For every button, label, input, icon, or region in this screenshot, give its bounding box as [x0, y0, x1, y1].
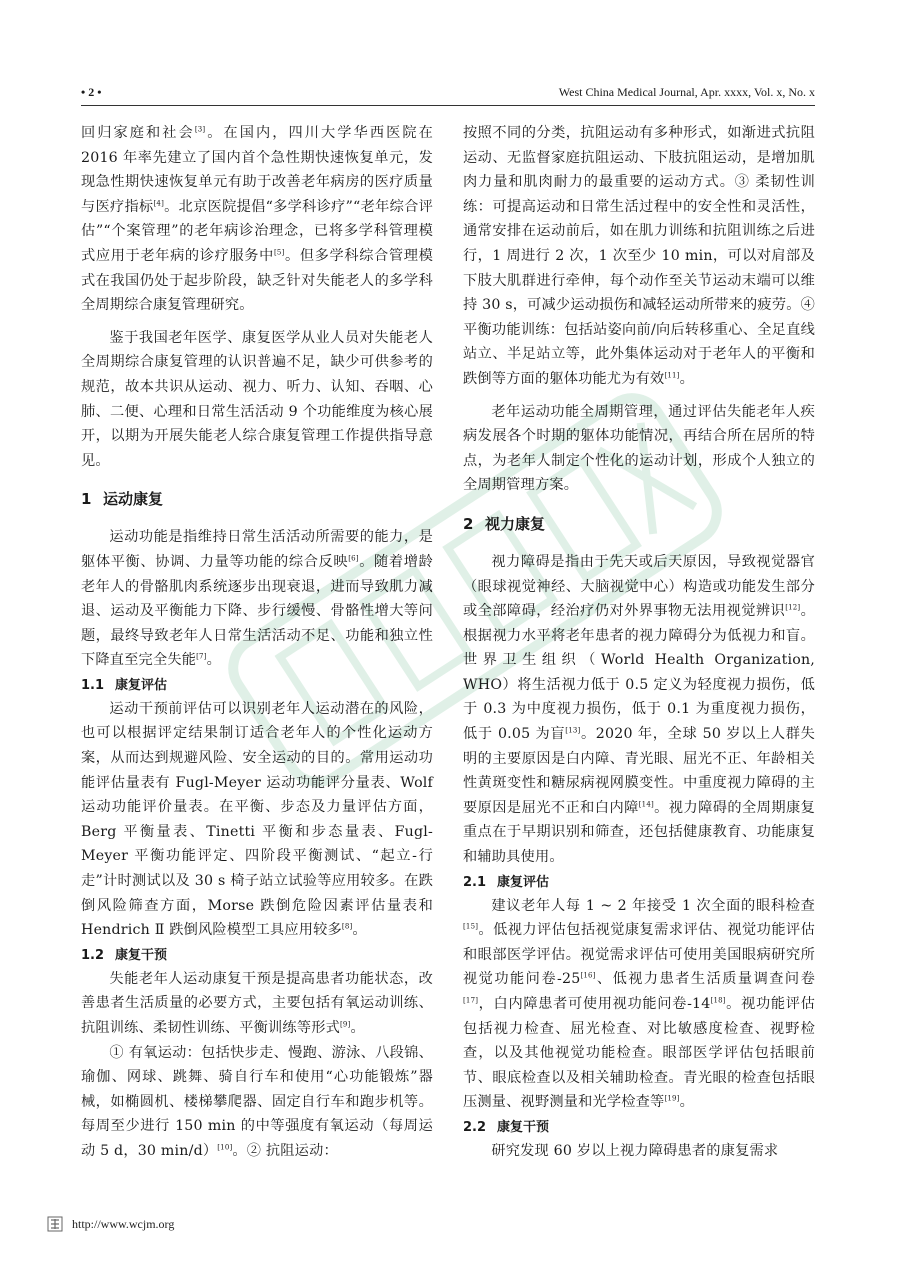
- right-column: [463, 121, 815, 1164]
- journal-url[interactable]: http://www.wcjm.org: [72, 1216, 175, 1231]
- page-number: • 2 •: [81, 85, 102, 99]
- paragraph: 按照不同的分类，抗阻运动有多种形式，如渐进式抗阻运动、无监督家庭抗阻运动、下肢抗阻运动，是增加肌肉力量和肌肉耐力的最重要的运动方式。③ 柔韧性训练：可提高运动和日常生活过程中的安全性和灵活性，通常安排在运动前后，如在肌力训练和抗阻训练之后进行，1 周进行 2 次，1 次至少 10 min，可以对肩部及下肢大肌群进行牵伸，每个动作至关节运动末端可以维持 30 s，可减少运动损伤和减轻运动所带来的疲劳。④ 平衡功能训练：包括站姿向前/向后转移重心、全足直线站立、半足站立等，此外集体运动对于老年人的平衡和跌倒等方面的躯体功能尤为有效[11]。: [463, 125, 815, 387]
- paragraph: 回归家庭和社会[3]。在国内，四川大学华西医院在 2016 年率先建立了国内首个急性期快速恢复单元，发现急性期快速恢复单元有助于改善老年病房的医疗质量与医疗指标[4]。北京医院提倡“多学科诊疗”“老年综合评估”“个案管理”的老年病诊治理念，已将多学科管理模式应用于老年病的诊疗服务中[5]。但多学科综合管理模式在我国仍处于起步阶段，缺乏针对失能老人的多学科全周期综合康复管理研究。: [81, 125, 433, 314]
- paragraph: 建议老年人每 1 ~ 2 年接受 1 次全面的眼科检查[15]。低视力评估包括视觉康复需求评估、视觉功能评估和眼部医学评估。视觉需求评估可使用美国眼病研究所视觉功能问卷-25[16]、低视力患者生活质量调查问卷[17]，白内障患者可使用视功能问卷-14[18]。视功能评估包括视力检查、屈光检查、对比敏感度检查、视野检查，以及其他视觉功能检查。眼部医学评估包括眼前节、眼底检查以及相关辅助检查。青光眼的检查包括眼压测量、视野测量和光学检查等[19]。: [463, 897, 815, 1111]
- paragraph: 失能老年人运动康复干预是提高患者功能状态，改善患者生活质量的必要方式，主要包括有氧运动训练、抗阻训练、柔韧性训练、平衡训练等形式[9]。: [81, 970, 433, 1036]
- journal-citation: West China Medical Journal, Apr. xxxx, Vol. x, No. x: [558, 85, 815, 99]
- footer: [47, 1216, 174, 1234]
- section-heading: 2 视力康复: [463, 514, 546, 533]
- subsection-heading: 1.1 康复评估: [81, 677, 168, 693]
- paragraph: 研究发现 60 岁以上视力障碍患者的康复需求: [491, 1142, 779, 1159]
- running-header: [81, 83, 815, 106]
- section-heading: 1 运动康复: [81, 490, 164, 509]
- paragraph: 运动功能是指维持日常生活活动所需要的能力，是躯体平衡、协调、力量等功能的综合反映[6]。随着增龄老年人的骨骼肌肉系统逐步出现衰退，进而导致肌力减退、运动及平衡能力下降、步行缓慢、骨骼性增大等问题，最终导致老年人日常生活活动不足、功能和独立性下降直至完全失能[7]。: [81, 529, 433, 669]
- left-column: [81, 121, 433, 1164]
- subsection-heading: 1.2 康复干预: [81, 947, 168, 963]
- subsection-heading: 2.1 康复评估: [463, 874, 550, 890]
- journal-logo-icon: [47, 1216, 63, 1232]
- paragraph: 鉴于我国老年医学、康复医学从业人员对失能老人全周期综合康复管理的认识普遍不足，缺少可供参考的规范，故本共识从运动、视力、听力、认知、吞咽、心肺、二便、心理和日常生活活动 9 个功能维度为核心展开，以期为开展失能老人综合康复管理工作提供指导意见。: [81, 329, 433, 469]
- paragraph: 老年运动功能全周期管理，通过评估失能老年人疾病发展各个时期的躯体功能情况，再结合所在居所的特点，为老年人制定个性化的运动计划，形成个人独立的全周期管理方案。: [463, 403, 815, 494]
- paragraph: 运动干预前评估可以识别老年人运动潜在的风险，也可以根据评定结果制订适合老年人的个性化运动方案，从而达到规避风险、安全运动的目的。常用运动功能评估量表有 Fugl-Meyer 运动功能评分量表、Wolf 运动功能评价量表。在平衡、步态及力量评估方面，Berg 平衡量表、Tinetti 平衡和步态量表、Fugl-Meyer 平衡功能评定、四阶段平衡测试、“起立-行走”计时测试以及 30 s 椅子站立试验等应用较多。在跌倒风险筛查方面，Morse 跌倒危险因素评估量表和 Hendrich Ⅱ 跌倒风险模型工具应用较多[8]。: [81, 700, 433, 939]
- subsection-heading: 2.2 康复干预: [463, 1119, 550, 1135]
- paragraph: 视力障碍是指由于先天或后天原因，导致视觉器官（眼球视觉神经、大脑视觉中心）构造或功能发生部分或全部障碍，经治疗仍对外界事物无法用视觉辨识[12]。根据视力水平将老年患者的视力障碍分为低视力和盲。世界卫生组织（World Health Organization, WHO）将生活视力低于 0.5 定义为轻度视力损伤，低于 0.3 为中度视力损伤，低于 0.1 为重度视力损伤，低于 0.05 为盲[13]。2020 年，全球 50 岁以上人群失明的主要原因是白内障、青光眼、屈光不正、年龄相关性黄斑变性和糖尿病视网膜变性。中重度视力障碍的主要原因是屈光不正和白内障[14]。视力障碍的全周期康复重点在于早期识别和筛查，还包括健康教育、功能康复和辅助具使用。: [463, 553, 816, 866]
- paragraph: ① 有氧运动：包括快步走、慢跑、游泳、八段锦、瑜伽、网球、跳舞、骑自行车和使用“心功能锻炼”器械，如椭圆机、楼梯攀爬器、固定自行车和跑步机等。每周至少进行 150 min 的中等强度有氧运动（每周运动 5 d，30 min/d）[10]。② 抗阻运动：: [81, 1044, 433, 1159]
